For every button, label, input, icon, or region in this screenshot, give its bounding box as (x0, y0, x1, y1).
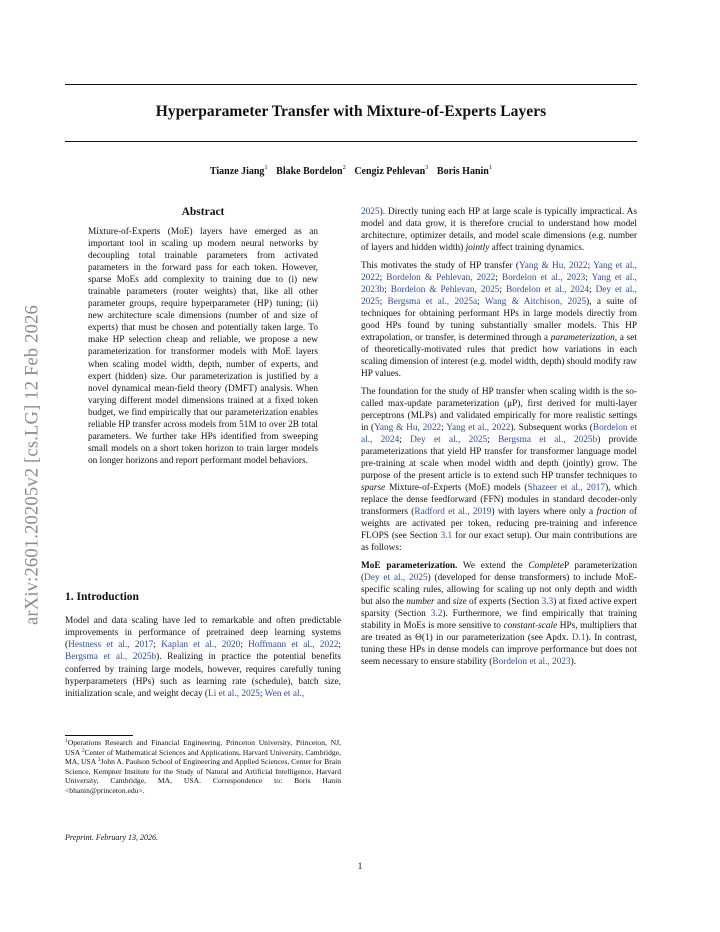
right-column (361, 206, 637, 674)
citation-link[interactable]: Hoffmann et al., 2022 (248, 640, 339, 651)
citation-link[interactable]: 2025 (361, 207, 380, 217)
citation-link[interactable]: Bergsma et al., 2025a (387, 297, 478, 307)
page-number: 1 (357, 862, 363, 872)
citation-link[interactable]: Yang et al., 2022 (446, 423, 511, 433)
citation-link[interactable]: Bordelon & Pehlevan, 2022 (386, 273, 496, 283)
paragraph: MoE parameterization. We extend the CompleteP parameterization (Dey et al., 2025) (developed for dense transformers) to include MoE-specific scaling rules, allowing for scaling up not only depth and width but also the number and size of experts (Section 3.3) at fixed active expert sparsity (Section 3.2). Furthermore, we find empirically that training stability in MoEs is more sensitive to constant-scale HPs, multipliers that are treated as Θ(1) in our parameterization (see Apdx. D.1). In contrast, tuning these HPs in dense models can improve performance but does not seem necessary to ensure stability (Bordelon et al., 2023). (361, 561, 637, 667)
section-heading-introduction: 1. Introduction (65, 591, 139, 603)
author: Tianze Jiang$^1$ (209, 164, 268, 177)
abstract-text: Mixture-of-Experts (MoE) layers have emerged as an important tool in scaling up modern neural networks by decoupling total trainable parameters from activated parameters in the forward pass for each token. However, sparse MoEs add complexity to training due to (i) new trainable parameters (router weights) that, like all other parameter groups, require hyperparameter (HP) tuning; (ii) new architecture scale dimensions (number of and size of experts) that must be chosen and potentially taken large. To make HP selection cheap and reliable, we propose a new parameterization for transformer models with MoE layers when scaling model width, depth, number of experts, and expert (hidden) size. Our parameterization is justified by a novel dynamical mean-field theory (DMFT) analysis. When varying different model dimensions trained at a fixed token budget, we find empirically that our parameterization enables reliable HP transfer across models from 51M to over 2B total parameters. We further take HPs identified from sweeping small models on a short token horizon to train larger models on longer horizons and report performant model behaviors. (88, 227, 318, 466)
appendix-ref-link[interactable]: D.1 (571, 633, 586, 643)
citation-link[interactable]: Bordelon et al., 2024 (505, 285, 590, 295)
citation-link[interactable]: Dey et al., 2025 (410, 435, 488, 445)
section-ref-link[interactable]: 3.1 (440, 531, 453, 541)
intro-paragraph: Model and data scaling have led to remarkable and often predictable improvements in performance of pretrained deep learning systems (Hestness et al., 2017; Kaplan et al., 2020; Hoffmann et al., 2022; Bergsma et al., 2025b). Realizing in practice the potential benefits conferred by training large models, however, requires carefully tuning hyperparameters (HPs) such as learning rate (schedule), batch size, initialization scale, and weight decay (Li et al., 2025; Wen et al., (65, 616, 341, 699)
title-rule-bottom (65, 141, 637, 142)
abstract-heading: Abstract (181, 206, 225, 218)
section-ref-link[interactable]: 3.2 (430, 609, 443, 619)
citation-link[interactable]: Dey et al., 2025 (361, 285, 637, 307)
paragraph: The foundation for the study of HP transfer when scaling width is the so-called max-update parameterization (μP), first derived for multi-layer perceptrons (MLPs) and validated empirically for more realistic settings in (Yang & Hu, 2022; Yang et al., 2022). Subsequent works (Bordelon et al., 2024; Dey et al., 2025; Bergsma et al., 2025b) provide parameterizations that yield HP transfer for transformer language model pre-training at scale when model width and depth (jointly) grow. The purpose of the present article is to extend such HP transfer techniques to sparse Mixture-of-Experts (MoE) models (Shazeer et al., 2017), which replace the dense feedforward (FFN) modules in standard decoder-only transformers (Radford et al., 2019) with layers where only a fraction of weights are activated per token, reducing pre-training and inference FLOPS (see Section 3.1 for our exact setup). Our main contributions are as follows: (361, 387, 638, 553)
citation-link[interactable]: Bordelon & Pehlevan, 2025 (390, 285, 500, 295)
citation-link[interactable]: Shazeer et al., 2017 (527, 483, 606, 493)
citation-link[interactable]: Bordelon et al., 2024 (361, 423, 638, 445)
paragraph: This motivates the study of HP transfer (Yang & Hu, 2022; Yang et al., 2022; Bordelon & Pehlevan, 2022; Bordelon et al., 2023; Yang et al., 2023b; Bordelon & Pehlevan, 2025; Bordelon et al., 2024; Dey et al., 2025; Bergsma et al., 2025a; Wang & Aitchison, 2025), a suite of techniques for obtaining performant HPs in large models directly from good HPs found by tuning substantially smaller models. This HP extrapolation, or transfer, is determined through a parameterization, a set of theoretically-motivated rules that predict how variations in each scaling dimension of interest (e.g. model width, depth) should modify raw HP values. (361, 261, 638, 379)
citation-link[interactable]: Bergsma et al., 2025b (498, 435, 598, 445)
citation-link[interactable]: Dey et al., 2025 (364, 573, 428, 583)
citation-link[interactable]: Wang & Aitchison, 2025 (484, 297, 587, 307)
paragraph: 2025). Directly tuning each HP at large scale is typically impractical. As model and data grow, it is therefore crucial to understand how model architecture, optimizer details, and model scale dimensions (e.g. number of layers and hidden width) jointly affect training dynamics. (361, 207, 637, 253)
citation-link[interactable]: Li et al., 2025 (208, 688, 260, 699)
citation-link[interactable]: Bergsma et al., 2025b (65, 652, 157, 663)
citation-link[interactable]: Radford et al., 2019 (414, 507, 492, 517)
citation-link[interactable]: Bordelon et al., 2023 (492, 657, 571, 667)
author: Boris Hanin$^1$ (436, 164, 493, 177)
title-rule-top (65, 84, 637, 85)
section-ref-link[interactable]: 3.3 (541, 597, 554, 607)
citation-link[interactable]: Bordelon et al., 2023 (501, 273, 586, 283)
preprint-date: Preprint. February 13, 2026. (65, 833, 159, 842)
citation-link[interactable]: Yang et al., 2022 (361, 261, 637, 283)
affiliation-footnote: $^1$Operations Research and Financial Engineering, Princeton University, Princeton, NJ, USA $^2$Center of Mathematical Sciences and Applications, Harvard University, Cambridge, MA, USA $^3$John A. Paulson School of Engineering and Applied Sciences, Center for Brain Science, Kempner Institute for the Study of Natural and Artificial Intelligence, Harvard University, Cambridge, MA, USA. Correspondence to: Boris Hanin <bhanin@princeton.edu>. (65, 738, 341, 795)
citation-link[interactable]: Kaplan et al., 2020 (161, 640, 241, 651)
citation-link[interactable]: Yang et al., 2023b (361, 273, 637, 295)
author-list (65, 166, 637, 177)
paper-title: Hyperparameter Transfer with Mixture-of-Experts Layers (155, 103, 547, 120)
citation-link[interactable]: Yang & Hu, 2022 (518, 261, 588, 271)
arxiv-stamp-text: arXiv:2601.20205v2 [cs.LG] 12 Feb 2026 (22, 304, 43, 626)
author: Cengiz Pehlevan$^3$ (354, 164, 429, 177)
citation-link[interactable]: Yang & Hu, 2022 (374, 423, 442, 433)
citation-link[interactable]: Wen et al., (264, 688, 305, 699)
arxiv-stamp (22, 260, 44, 670)
footnote-rule (65, 735, 133, 736)
citation-link[interactable]: Hestness et al., 2017 (68, 640, 154, 651)
author: Blake Bordelon$^2$ (276, 164, 346, 177)
